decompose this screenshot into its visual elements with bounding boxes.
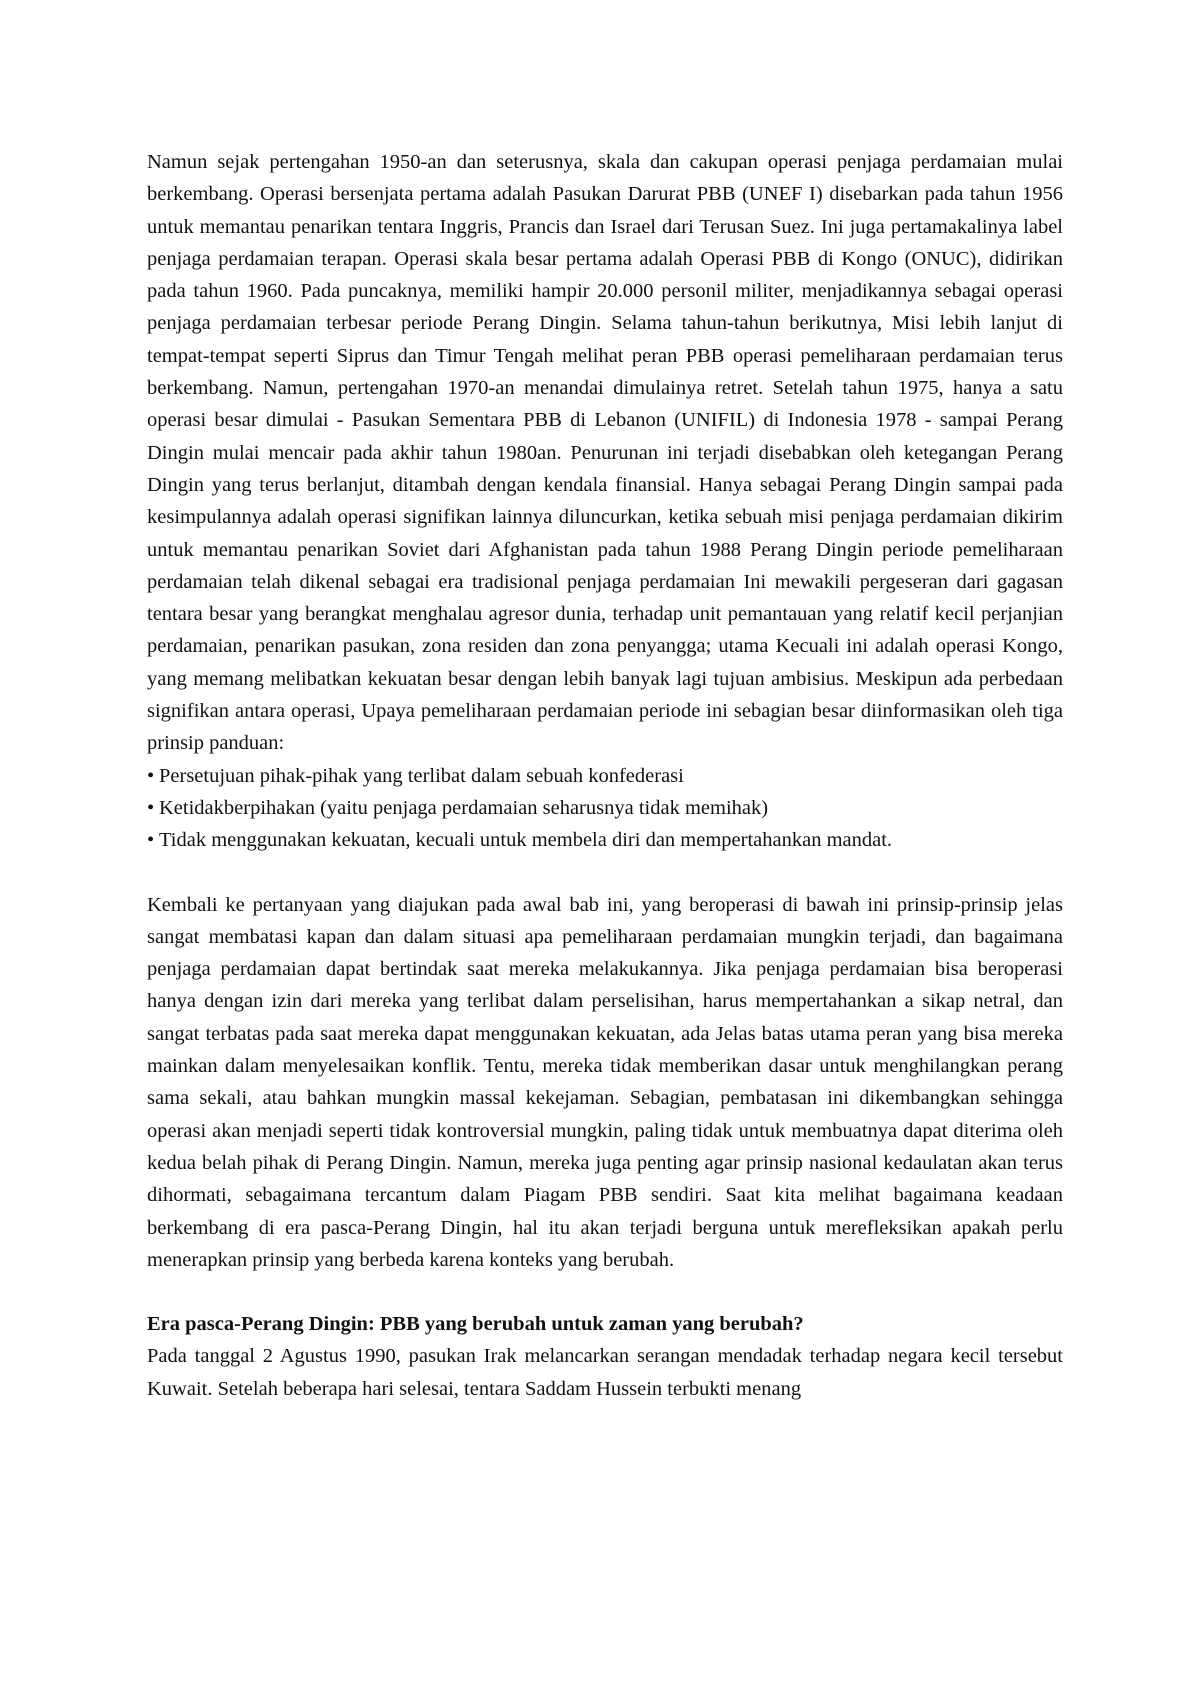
list-item-text: Ketidakberpihakan (yaitu penjaga perdamaian seharusnya tidak memihak): [159, 796, 769, 819]
paragraph-principles-limits: Kembali ke pertanyaan yang diajukan pada awal bab ini, yang beroperasi di bawah ini prinsip-prinsip jelas sangat membatasi kapan dan dalam situasi apa pemeliharaan perdamaian mungkin terjadi, dan bagaimana penjaga perdamaian dapat bertindak saat mereka melakukannya. Jika penjaga perdamaian bisa beroperasi hanya dengan izin dari mereka yang terlibat dalam perselisihan, harus mempertahankan a sikap netral, dan sangat terbatas pada saat mereka dapat menggunakan kekuatan, ada Jelas batas utama peran yang bisa mereka mainkan dalam menyelesaikan konflik. Tentu, mereka tidak memberikan dasar untuk menghilangkan perang sama sekali, atau bahkan mungkin massal kekejaman. Sebagian, pembatasan ini dikembangkan sehingga operasi akan menjadi seperti tidak kontroversial mungkin, paling tidak untuk membuatnya dapat diterima oleh kedua belah pihak di Perang Dingin. Namun, mereka juga penting agar prinsip nasional kedaulatan akan terus dihormati, sebagaimana tercantum dalam Piagam PBB sendiri. Saat kita melihat bagaimana keadaan berkembang di era pasca-Perang Dingin, hal itu akan terjadi berguna untuk merefleksikan apakah perlu menerapkan prinsip yang berbeda karena konteks yang berubah.: [147, 893, 1063, 1271]
paragraph-spacer: [147, 857, 1063, 889]
list-item-text: Tidak menggunakan kekuatan, kecuali untuk membela diri dan mempertahankan mandat.: [159, 829, 893, 852]
paragraph-peacekeeping-expansion: Namun sejak pertengahan 1950-an dan seterusnya, skala dan cakupan operasi penjaga perdamaian mulai berkembang. Operasi bersenjata pertama adalah Pasukan Darurat PBB (UNEF I) disebarkan pada tahun 1956 untuk memantau penarikan tentara Inggris, Prancis dan Israel dari Terusan Suez. Ini juga pertamakalinya label penjaga perdamaian terapan. Operasi skala besar pertama adalah Operasi PBB di Kongo (ONUC), didirikan pada tahun 1960. Pada puncaknya, memiliki hampir 20.000 personil militer, menjadikannya sebagai operasi penjaga perdamaian terbesar periode Perang Dingin. Selama tahun-tahun berikutnya, Misi lebih lanjut di tempat-tempat seperti Siprus dan Timur Tengah melihat peran PBB operasi pemeliharaan perdamaian terus berkembang. Namun, pertengahan 1970-an menandai dimulainya retret. Setelah tahun 1975, hanya a satu operasi besar dimulai - Pasukan Sementara PBB di Lebanon (UNIFIL) di Indonesia 1978 - sampai Perang Dingin mulai mencair pada akhir tahun 1980an. Penurunan ini terjadi disebabkan oleh ketegangan Perang Dingin yang terus berlanjut, ditambah dengan kendala finansial. Hanya sebagai Perang Dingin sampai pada kesimpulannya adalah operasi signifikan lainnya diluncurkan, ketika sebuah misi penjaga perdamaian dikirim untuk memantau penarikan Soviet dari Afghanistan pada tahun 1988 Perang Dingin periode pemeliharaan perdamaian telah dikenal sebagai era tradisional penjaga perdamaian Ini mewakili pergeseran dari gagasan tentara besar yang berangkat menghalau agresor dunia, terhadap unit pemantauan yang relatif kecil perjanjian perdamaian, penarikan pasukan, zona residen dan zona penyangga; utama Kecuali ini adalah operasi Kongo, yang memang melibatkan kekuatan besar dengan lebih banyak lagi tujuan ambisius. Meskipun ada perbedaan signifikan antara operasi, Upaya pemeliharaan perdamaian periode ini sebagian besar diinformasikan oleh tiga prinsip panduan:: [147, 151, 1063, 755]
bullet-icon: •: [147, 796, 155, 819]
paragraph-spacer: [147, 1276, 1063, 1308]
bullet-icon: •: [147, 829, 155, 852]
bullet-icon: •: [147, 764, 155, 787]
paragraph-iraq-kuwait: Pada tanggal 2 Agustus 1990, pasukan Irak melancarkan serangan mendadak terhadap negara kecil tersebut Kuwait. Setelah beberapa hari selesai, tentara Saddam Hussein terbukti menang: [147, 1345, 1063, 1400]
list-item: [147, 760, 1063, 792]
list-item: [147, 792, 1063, 824]
document-page: [147, 146, 1063, 1405]
guiding-principles-list: [147, 760, 1063, 857]
list-item-text: Persetujuan pihak-pihak yang terlibat dalam sebuah konfederasi: [159, 764, 684, 787]
section-heading: Era pasca-Perang Dingin: PBB yang berubah untuk zaman yang berubah?: [147, 1313, 804, 1336]
list-item: [147, 824, 1063, 856]
